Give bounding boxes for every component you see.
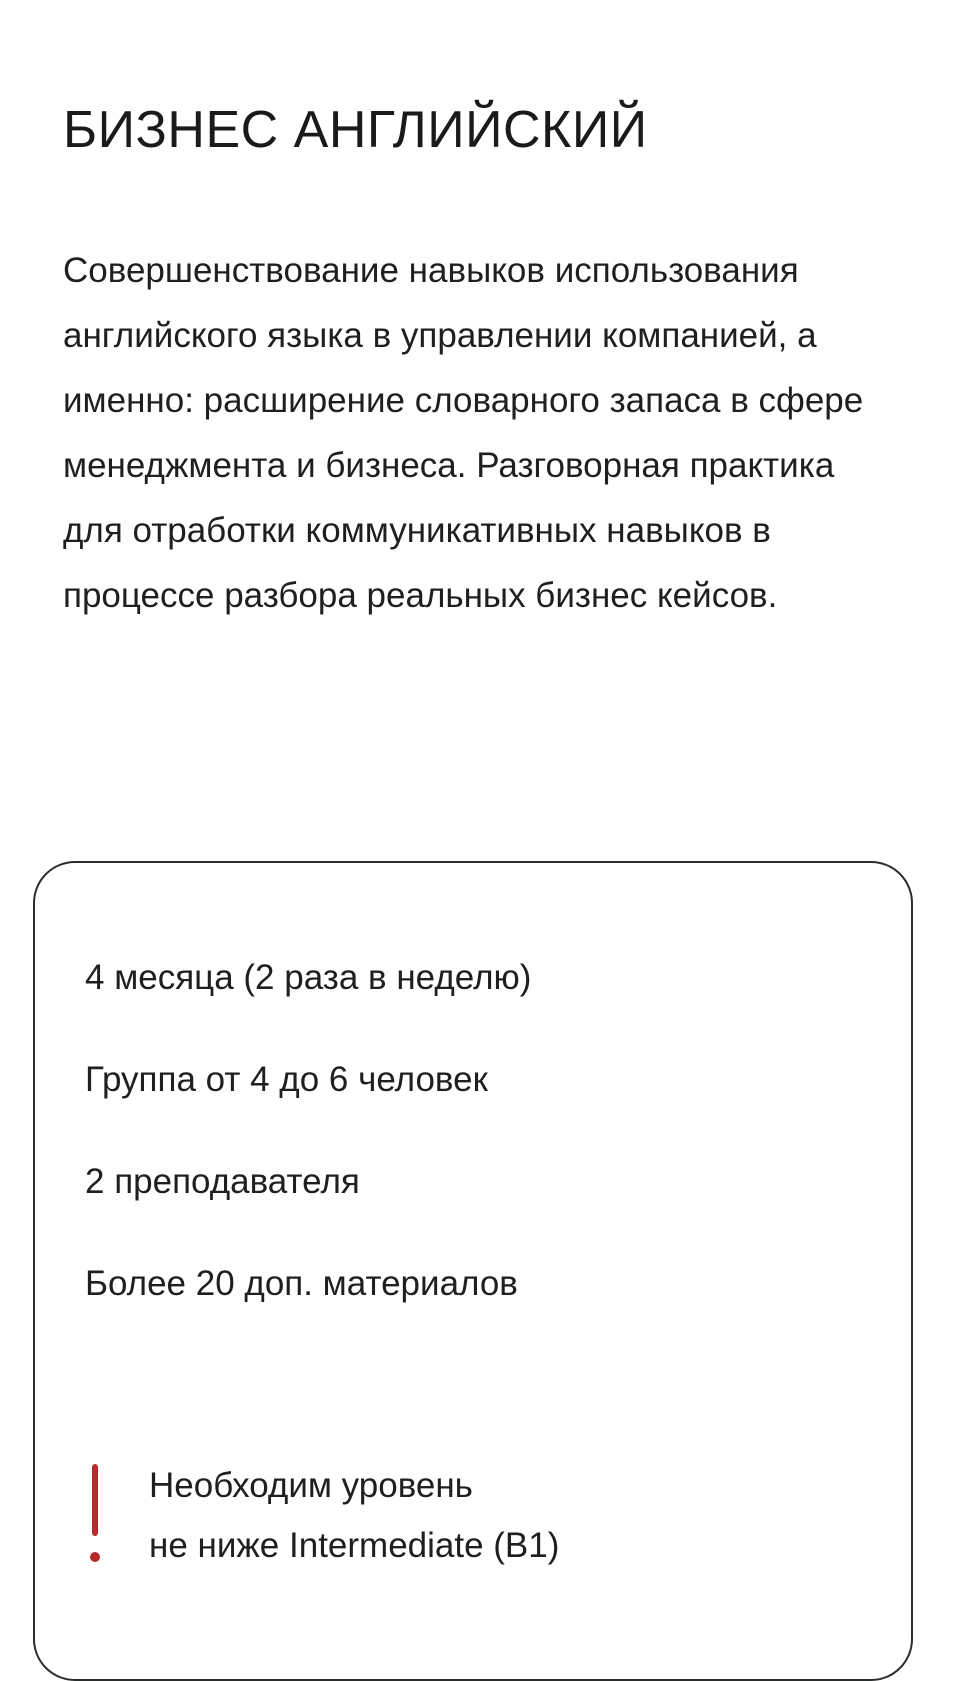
info-item-duration: 4 месяца (2 раза в неделю): [85, 958, 532, 997]
level-requirement-text: [149, 1456, 559, 1576]
notice-line-1: Необходим уровень: [149, 1466, 473, 1505]
exclamation-icon: [89, 1456, 103, 1568]
level-requirement-notice: [85, 1456, 865, 1596]
info-item-materials: Более 20 доп. материалов: [85, 1264, 518, 1303]
course-info-card: [33, 861, 913, 1681]
info-item-group-size: Группа от 4 до 6 человек: [85, 1060, 488, 1099]
course-description: Совершенствование навыков использования английского языка в управлении компанией, а именно: расширение словарного запаса в сфере менеджмента и бизнеса. Разговорная практика для отработки коммуникативных навыков в процессе разбора реальных бизнес кейсов.: [63, 251, 864, 615]
page-title: БИЗНЕС АНГЛИЙСКИЙ: [63, 101, 648, 159]
notice-line-2: не ниже Intermediate (B1): [149, 1526, 560, 1565]
info-item-teachers: 2 преподавателя: [85, 1162, 360, 1201]
